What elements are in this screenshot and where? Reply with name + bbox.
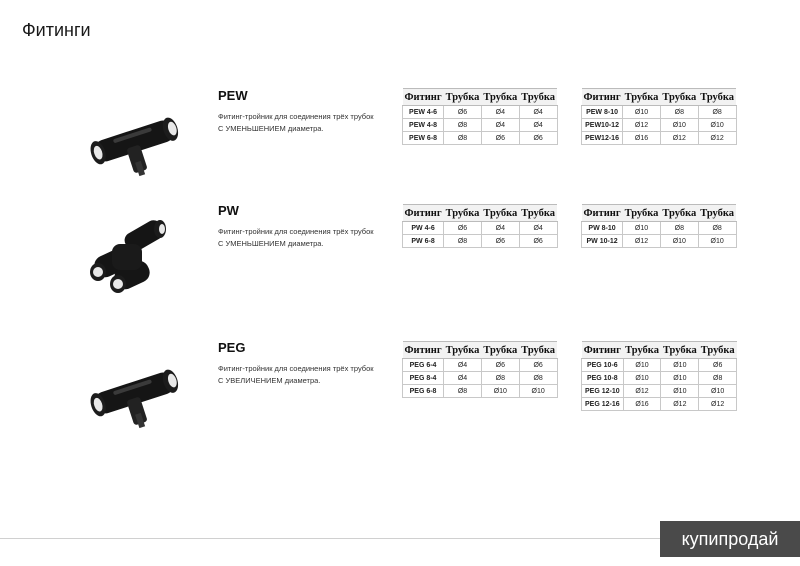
column-header: Трубка [481,342,519,359]
table-row [582,235,737,248]
table-row [582,132,737,145]
product-name: PW [218,203,239,218]
column-header: Фитинг [582,342,624,359]
table-cell: Ø6 [444,222,482,235]
table-cell: Ø12 [660,132,698,145]
table-cell: PEW 4-6 [403,106,444,119]
spec-table [402,204,558,248]
table-cell: Ø12 [661,398,699,411]
table-cell: Ø10 [660,119,698,132]
table-cell: Ø8 [519,372,557,385]
table-cell: Ø8 [444,119,482,132]
column-header: Трубка [444,342,482,359]
column-header: Трубка [444,205,482,222]
table-row [403,222,558,235]
column-header: Фитинг [582,89,623,106]
table-cell: Ø10 [623,372,661,385]
table-cell: Ø10 [481,385,519,398]
table-cell: PEW10-12 [582,119,623,132]
table-cell: PEG 12-16 [582,398,624,411]
column-header: Фитинг [582,205,623,222]
table-cell: Ø12 [623,235,661,248]
table-cell: PW 6-8 [403,235,444,248]
table-row [582,359,737,372]
column-header: Трубка [699,342,737,359]
column-header: Фитинг [403,205,444,222]
table-cell: PEG 6-8 [403,385,444,398]
table-row [582,106,737,119]
table-cell: Ø10 [661,372,699,385]
column-header: Трубка [661,342,699,359]
table-cell: Ø12 [699,398,737,411]
table-cell: Ø8 [481,372,519,385]
table-cell: Ø10 [698,119,736,132]
table-cell: Ø10 [623,222,661,235]
table-cell: PEW 8-10 [582,106,623,119]
table-row [582,385,737,398]
table-cell: PEW12-16 [582,132,623,145]
table-row [403,106,558,119]
table-cell: Ø10 [699,385,737,398]
table-cell: Ø10 [660,235,698,248]
table-row [582,222,737,235]
column-header: Трубка [698,205,736,222]
table-cell: Ø10 [623,106,661,119]
tee-fitting-icon [84,352,184,432]
table-cell: Ø16 [623,132,661,145]
table-cell: Ø6 [481,235,519,248]
table-cell: PW 4-6 [403,222,444,235]
table-cell: Ø12 [698,132,736,145]
table-cell: PW 10-12 [582,235,623,248]
table-cell: Ø8 [444,385,482,398]
product-name: PEG [218,340,246,355]
table-cell: Ø4 [444,359,482,372]
table-row [403,372,558,385]
table-cell: Ø10 [661,385,699,398]
product-description: Фитинг-тройник для соединения трёх трубок С УМЕНЬШЕНИЕМ диаметра. [218,227,374,248]
column-header: Трубка [623,89,661,106]
table-cell: Ø10 [661,359,699,372]
table-cell: PEW 4-8 [403,119,444,132]
table-cell: Ø10 [519,385,557,398]
column-header: Трубка [623,205,661,222]
column-header: Трубка [660,205,698,222]
spec-table [581,88,737,145]
spec-table [581,341,737,411]
table-cell: Ø10 [623,359,661,372]
watermark-badge: купипродай [660,521,800,557]
table-cell: Ø4 [519,222,557,235]
table-row [403,385,558,398]
spec-table [581,204,737,248]
column-header: Трубка [660,89,698,106]
product-name: PEW [218,88,248,103]
table-cell: Ø8 [444,132,482,145]
table-cell: Ø6 [519,235,557,248]
table-cell: Ø6 [519,359,557,372]
table-cell: Ø8 [698,222,736,235]
product-description: Фитинг-тройник для соединения трёх трубок С УМЕНЬШЕНИЕМ диаметра. [218,112,374,133]
table-cell: PEW 6-8 [403,132,444,145]
table-cell: Ø4 [519,119,557,132]
table-cell: Ø8 [660,106,698,119]
table-cell: Ø12 [623,119,661,132]
table-cell: Ø4 [481,119,519,132]
table-cell: PW 8-10 [582,222,623,235]
table-cell: Ø6 [699,359,737,372]
y-fitting-icon [84,218,184,298]
tee-fitting-icon [84,100,184,180]
table-cell: Ø4 [519,106,557,119]
table-cell: Ø4 [481,106,519,119]
table-cell: Ø4 [481,222,519,235]
table-cell: Ø4 [444,372,482,385]
table-cell: Ø8 [698,106,736,119]
column-header: Фитинг [403,342,444,359]
column-header: Трубка [481,205,519,222]
table-row [403,132,558,145]
column-header: Трубка [481,89,519,106]
table-cell: Ø8 [444,235,482,248]
table-cell: Ø6 [481,359,519,372]
column-header: Трубка [519,342,557,359]
column-header: Трубка [444,89,482,106]
table-cell: Ø16 [623,398,661,411]
table-cell: PEG 10-6 [582,359,624,372]
table-cell: PEG 10-8 [582,372,624,385]
table-cell: Ø8 [699,372,737,385]
product-description: Фитинг-тройник для соединения трёх трубок С УВЕЛИЧЕНИЕМ диаметра. [218,364,374,385]
table-cell: PEG 6-4 [403,359,444,372]
footer-divider [0,538,660,539]
spec-table [402,88,558,145]
column-header: Трубка [623,342,661,359]
table-row [403,235,558,248]
table-cell: Ø6 [519,132,557,145]
table-cell: Ø6 [444,106,482,119]
table-cell: PEG 12-10 [582,385,624,398]
table-cell: PEG 8-4 [403,372,444,385]
column-header: Фитинг [403,89,444,106]
table-cell: Ø6 [481,132,519,145]
column-header: Трубка [519,205,557,222]
spec-table [402,341,558,398]
column-header: Трубка [698,89,736,106]
table-row [582,372,737,385]
table-row [582,398,737,411]
table-row [403,119,558,132]
column-header: Трубка [519,89,557,106]
table-cell: Ø10 [698,235,736,248]
table-row [582,119,737,132]
table-cell: Ø8 [660,222,698,235]
page-title: Фитинги [22,20,91,40]
table-cell: Ø12 [623,385,661,398]
table-row [403,359,558,372]
